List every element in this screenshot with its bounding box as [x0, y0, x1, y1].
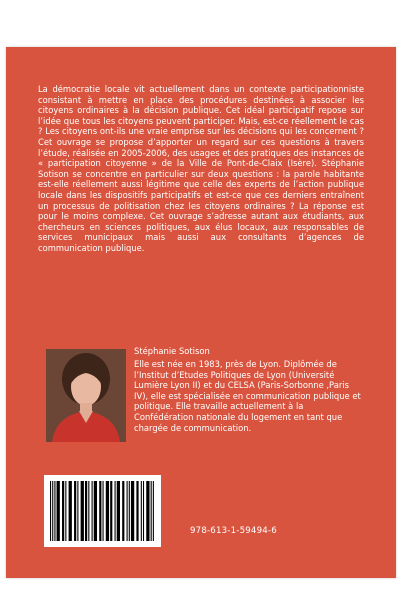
barcode-bar	[94, 481, 97, 541]
barcode-bar	[74, 481, 76, 541]
barcode-bar	[81, 481, 84, 541]
barcode	[44, 475, 161, 547]
barcode-bar	[141, 481, 142, 541]
barcode-bar	[69, 481, 72, 541]
barcode-icon	[50, 481, 155, 541]
barcode-bar	[92, 481, 93, 541]
barcode-bar	[127, 481, 128, 541]
barcode-bar	[103, 481, 104, 541]
barcode-bar	[153, 481, 154, 541]
author-name: Stéphanie Sotison	[134, 346, 210, 356]
author-bio: Elle est née en 1983, près de Lyon. Diplômée de l’Institut d’Etudes Politiques de Lyon (Université Lumière Lyon II) et du CELSA (Paris-Sorbonne ,Paris IV), elle est spécialisée en communication publique et politique. Elle travaille actuellement à la Confédération nationale du logement en tant que chargée de communication.	[134, 359, 361, 433]
barcode-bar	[129, 481, 130, 541]
author-portrait-icon	[46, 349, 126, 442]
back-cover	[6, 47, 396, 578]
barcode-bar	[77, 481, 78, 541]
barcode-bar	[52, 481, 53, 541]
blurb-text: La démocratie locale vit actuellement dans un contexte participationniste consistant à mettre en place des procédures destinées à associer les citoyens ordinaires à la décision publique. Cet idéal participatif repose sur l’idée que tous les citoyens peuvent participer. Mais, est-ce réellement le cas ? Les citoyens ont-ils une vraie emprise sur les décisions qui les concernent ? Cet ouvrage se propose d’apporter un regard sur ces questions à travers l’étude, réalisée en 2005-2006, des usages et des pratiques des instances de « participation citoyenne » de la Ville de Pont-de-Claix (Isère). Stéphanie Sotison se concentre en particulier sur deux questions : la parole habitante est-elle réellement aussi légitime que celle des experts de l’action publique locale dans les dispositifs participatifs et est-ce que ces derniers entraînent un processus de politisation chez les citoyens ordinaires ? La réponse est pour le moins complexe. Cet ouvrage s’adresse autant aux étudiants, aux chercheurs en sciences politiques, aux élus locaux, aux responsables de services municipaux mais aussi aux consultants d’agences de communication publique.	[38, 84, 364, 253]
barcode-bar	[50, 481, 51, 541]
barcode-bar	[85, 481, 87, 541]
author-photo	[46, 349, 126, 442]
barcode-bar	[62, 481, 64, 541]
barcode-bar	[122, 481, 124, 541]
barcode-bar	[88, 481, 89, 541]
barcode-bar	[65, 481, 66, 541]
barcode-bar	[106, 481, 109, 541]
barcode-bar	[136, 481, 138, 541]
barcode-bar	[117, 481, 120, 541]
barcode-bar	[115, 481, 116, 541]
barcode-bar	[57, 481, 60, 541]
barcode-bar	[143, 481, 144, 541]
barcode-bar	[151, 481, 152, 541]
isbn: 978-613-1-59494-6	[190, 526, 277, 536]
barcode-bar	[54, 481, 55, 541]
barcode-bar	[110, 481, 112, 541]
barcode-bar	[99, 481, 101, 541]
barcode-bar	[131, 481, 134, 541]
barcode-bar	[146, 481, 149, 541]
